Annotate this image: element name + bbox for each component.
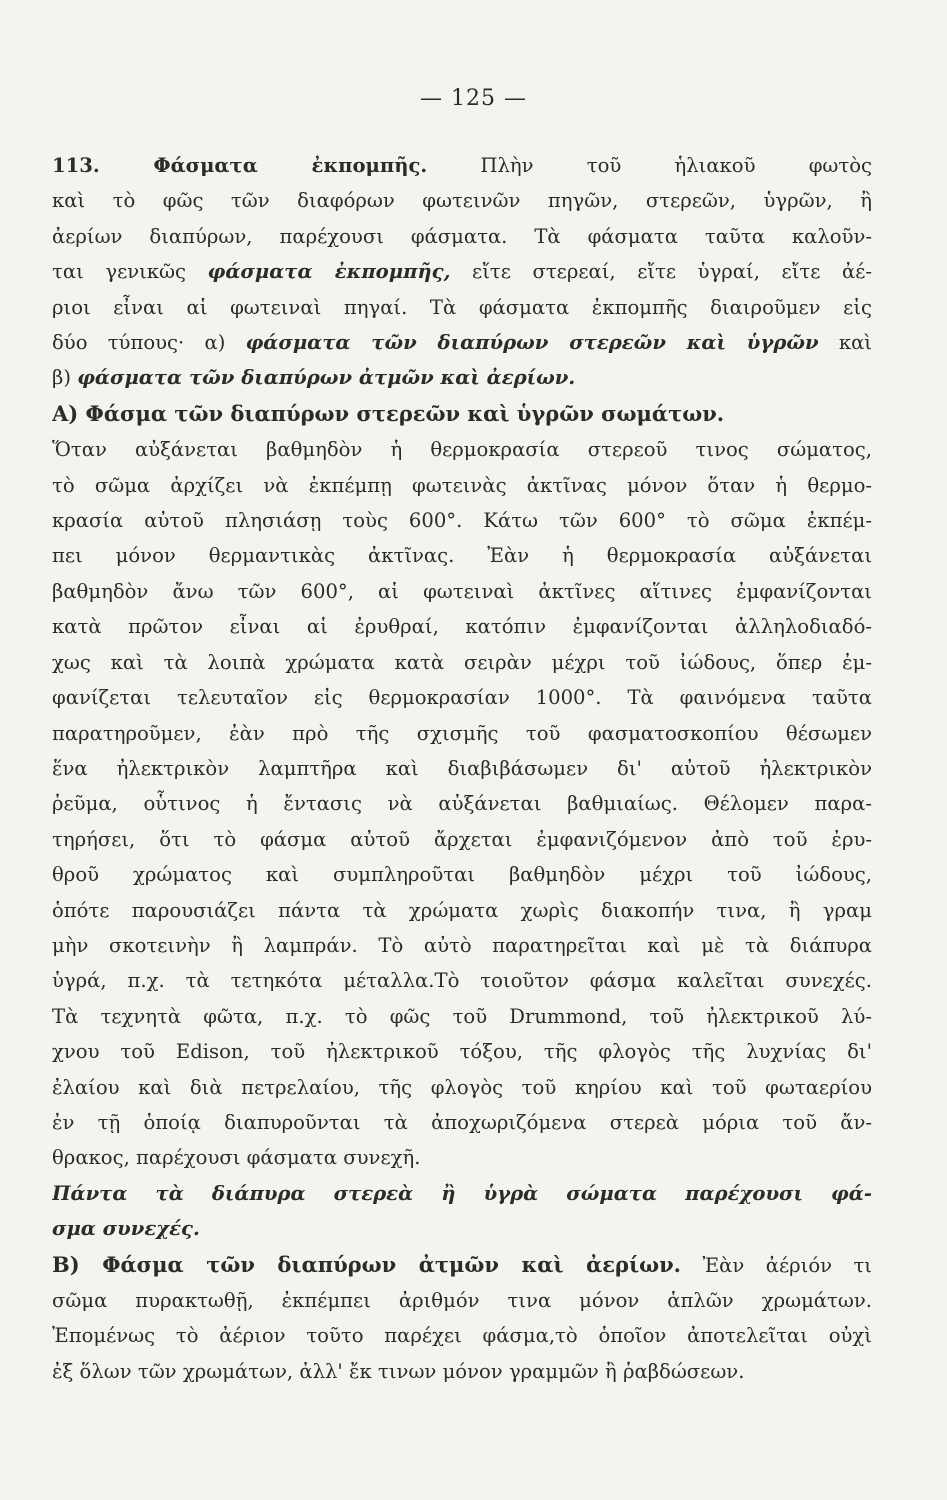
text-line xyxy=(52,1034,872,1069)
text-line xyxy=(52,1140,872,1175)
text-line xyxy=(52,751,872,786)
text-segment: παρατηροῦμεν, ἐὰν πρὸ τῆς σχισμῆς τοῦ φασματοσκοπίου θέσωμεν xyxy=(52,721,872,745)
text-line xyxy=(52,1318,872,1353)
text-segment: ἐξ ὅλων τῶν χρωμάτων, ἀλλ' ἔκ τινων μόνον γραμμῶν ἢ ῥαβδώσεων. xyxy=(52,1359,745,1383)
text-segment: βαθμηδὸν ἄνω τῶν 600°, αἱ φωτειναὶ ἀκτῖνες αἵτινες ἐμφανίζονται xyxy=(52,579,872,603)
text-segment: μὴν σκοτεινὴν ἢ λαμπράν. Τὸ αὐτὸ παρατηρεῖται καὶ μὲ τὰ διάπυρα xyxy=(52,933,872,957)
text-segment: Β) Φάσμα τῶν διαπύρων ἀτμῶν καὶ ἀερίων. xyxy=(52,1251,681,1277)
text-segment: σῶμα πυρακτωθῇ, ἐκπέμπει ἀριθμόν τινα μόνον ἁπλῶν χρωμάτων. xyxy=(52,1289,872,1312)
text-line xyxy=(52,396,872,432)
text-segment: β) xyxy=(52,366,78,390)
text-segment: πει μόνον θερμαντικὰς ἀκτῖνας. Ἐὰν ἡ θερμοκρασία αὐξάνεται xyxy=(52,544,872,568)
text-line xyxy=(52,148,872,183)
text-line xyxy=(52,786,872,821)
text-line xyxy=(52,716,872,751)
text-segment: ὑγρά, π.χ. τὰ τετηκότα μέταλλα.Τὸ τοιοῦτον φάσμα καλεῖται συνεχές. xyxy=(52,969,872,993)
text-line xyxy=(52,928,872,963)
text-line xyxy=(52,360,872,395)
text-line xyxy=(52,680,872,715)
text-segment: καὶ xyxy=(818,331,872,355)
text-segment: ἀερίων διαπύρων, παρέχουσι φάσματα. Τὰ φάσματα ταῦτα καλοῦν- xyxy=(52,224,872,248)
text-line xyxy=(52,1070,872,1105)
text-line xyxy=(52,999,872,1034)
text-segment: σμα συνεχές. xyxy=(52,1217,200,1241)
body-text xyxy=(52,148,872,1389)
text-line xyxy=(52,1247,872,1283)
text-segment: ὁπότε παρουσιάζει πάντα τὰ χρώματα χωρὶς διακοπήν τινα, ἢ γραμ xyxy=(52,898,872,922)
page-number: — 125 — xyxy=(420,86,527,111)
text-line xyxy=(52,219,872,254)
text-segment: τηρήσει, ὅτι τὸ φάσμα αὐτοῦ ἄρχεται ἐμφανιζόμενον ἀπὸ τοῦ ἐρυ- xyxy=(52,827,872,851)
text-segment: ῥεῦμα, οὗτινος ἡ ἔντασις νὰ αὐξάνεται βαθμιαίως. Θέλομεν παρα- xyxy=(52,792,872,816)
text-segment: Πάντα τὰ διάπυρα στερεὰ ἢ ὑγρὰ σώματα παρέχουσι φά- xyxy=(52,1181,872,1205)
text-line xyxy=(52,1283,872,1318)
text-line xyxy=(52,468,872,503)
text-line xyxy=(52,574,872,609)
text-segment: φανίζεται τελευταῖον εἰς θερμοκρασίαν 1000°. Τὰ φαινόμενα ταῦτα xyxy=(52,686,872,710)
text-segment: φάσματα ἐκπομπῆς, xyxy=(207,260,451,284)
text-line xyxy=(52,183,872,218)
text-segment: δύο τύπους· α) xyxy=(52,331,246,355)
text-segment: ριοι εἶναι αἱ φωτειναὶ πηγαί. Τὰ φάσματα ἐκπομπῆς διαιροῦμεν εἰς xyxy=(52,295,872,319)
text-line xyxy=(52,893,872,928)
text-segment: θροῦ χρώματος καὶ συμπληροῦται βαθμηδὸν μέχρι τοῦ ἰώδους, xyxy=(52,863,872,887)
text-segment: τὸ σῶμα ἀρχίζει νὰ ἐκπέμπῃ φωτεινὰς ἀκτῖνας μόνον ὅταν ἡ θερμο- xyxy=(52,473,872,497)
text-line xyxy=(52,857,872,892)
text-segment: ἕνα ἠλεκτρικὸν λαμπτῆρα καὶ διαβιβάσωμεν δι' αὐτοῦ ἠλεκτρικὸν xyxy=(52,756,872,780)
text-line xyxy=(52,538,872,573)
text-line xyxy=(52,822,872,857)
text-line xyxy=(52,432,872,467)
text-segment: φάσματα τῶν διαπύρων ἀτμῶν καὶ ἀερίων. xyxy=(77,366,576,390)
text-segment: φάσματα τῶν διαπύρων στερεῶν καὶ ὑγρῶν xyxy=(245,331,819,355)
text-line xyxy=(52,1105,872,1140)
text-segment: θρακος, παρέχουσι φάσματα συνεχῆ. xyxy=(52,1146,421,1170)
text-segment: καὶ τὸ φῶς τῶν διαφόρων φωτεινῶν πηγῶν, στερεῶν, ὑγρῶν, ἢ xyxy=(52,189,872,213)
text-segment: χως καὶ τὰ λοιπὰ χρώματα κατὰ σειρὰν μέχρι τοῦ ἰώδους, ὅπερ ἐμ- xyxy=(52,650,872,674)
text-segment: Ἐὰν ἀέριόν τι xyxy=(681,1253,872,1277)
text-segment: Ὅταν αὐξάνεται βαθμηδὸν ἡ θερμοκρασία στερεοῦ τινος σώματος, xyxy=(52,438,872,462)
text-segment: χνου τοῦ Edison, τοῦ ἠλεκτρικοῦ τόξου, τῆς φλογὸς τῆς λυχνίας δι' xyxy=(52,1040,872,1064)
text-segment: Πλὴν τοῦ ἡλιακοῦ φωτὸς xyxy=(427,154,872,177)
text-line xyxy=(52,254,872,289)
text-line xyxy=(52,290,872,325)
text-segment: ἐλαίου καὶ διὰ πετρελαίου, τῆς φλογὸς τοῦ κηρίου καὶ τοῦ φωταερίου xyxy=(52,1075,872,1099)
text-line xyxy=(52,645,872,680)
text-segment: Ἐπομένως τὸ ἀέριον τοῦτο παρέχει φάσμα,τὸ ὁποῖον ἀποτελεῖται οὐχὶ xyxy=(52,1324,872,1348)
text-segment: ἐν τῇ ὁποίᾳ διαπυροῦνται τὰ ἀποχωριζόμενα στερεὰ μόρια τοῦ ἄν- xyxy=(52,1110,872,1134)
text-line xyxy=(52,609,872,644)
text-segment: εἴτε στερεαί, εἴτε ὑγραί, εἴτε ἀέ- xyxy=(450,260,872,284)
text-segment: κατὰ πρῶτον εἶναι αἱ ἐρυθραί, κατόπιν ἐμφανίζονται ἀλληλοδιαδό- xyxy=(52,615,872,639)
text-segment: κρασία αὐτοῦ πλησιάσῃ τοὺς 600°. Κάτω τῶν 600° τὸ σῶμα ἐκπέμ- xyxy=(52,509,872,533)
text-line xyxy=(52,1354,872,1389)
text-line xyxy=(52,1211,872,1246)
text-line xyxy=(52,963,872,998)
text-line xyxy=(52,1176,872,1211)
text-line xyxy=(52,503,872,538)
text-segment: Τὰ τεχνητὰ φῶτα, π.χ. τὸ φῶς τοῦ Drummond, τοῦ ἠλεκτρικοῦ λύ- xyxy=(52,1004,872,1028)
text-segment: ται γενικῶς xyxy=(52,260,208,284)
text-segment: Α) Φάσμα τῶν διαπύρων στερεῶν καὶ ὑγρῶν σωμάτων. xyxy=(52,400,725,426)
text-segment: 113. Φάσματα ἐκπομπῆς. xyxy=(52,154,428,177)
text-line xyxy=(52,325,872,360)
